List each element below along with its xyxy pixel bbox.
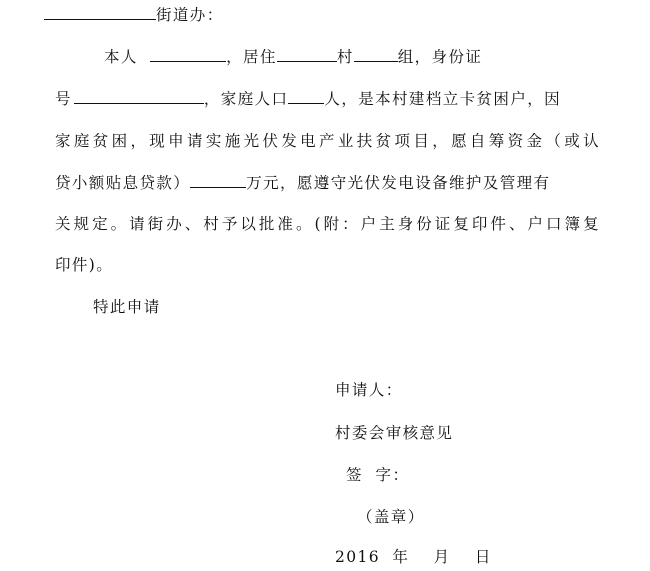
village-blank[interactable] xyxy=(277,47,337,62)
id-number-label: 号 xyxy=(55,90,72,108)
maintenance-text: 万元，愿遵守光伏发电设备维护及管理有 xyxy=(246,174,551,192)
date-year-char: 年 xyxy=(392,548,410,566)
date-year: 2016 xyxy=(335,548,381,566)
closing-text: 特此申请 xyxy=(93,298,161,316)
village-label: 村 xyxy=(336,48,354,66)
date-month-char: 月 xyxy=(433,548,451,566)
paragraph-line-3: 家庭贫困，现申请实施光伏发电产业扶贫项目，愿自筹资金（或认 xyxy=(55,132,600,150)
residence-label: ，居住 xyxy=(226,48,277,66)
id-number-blank[interactable] xyxy=(74,89,204,104)
amount-blank[interactable] xyxy=(190,173,246,188)
paragraph-line-5: 关规定。请街办、村予以批准。(附：户主身份证复印件、户口簿复 xyxy=(55,215,600,233)
signature-label: 签 字： xyxy=(346,466,410,484)
committee-review-label: 村委会审核意见 xyxy=(335,424,454,442)
seal-label: （盖章） xyxy=(357,508,425,526)
office-suffix: 街道办： xyxy=(156,6,224,24)
applicant-label: 申请人： xyxy=(335,381,403,399)
household-label: ，家庭人口 xyxy=(203,90,289,108)
header-line xyxy=(44,4,224,26)
name-blank[interactable] xyxy=(150,47,226,62)
paragraph-line-4 xyxy=(55,172,550,194)
self-label: 本人 xyxy=(104,48,138,66)
office-name-blank[interactable] xyxy=(44,5,156,20)
date-line xyxy=(335,546,492,568)
group-idcard-label: 组，身份证 xyxy=(397,48,483,66)
household-count-blank[interactable] xyxy=(288,89,324,104)
loan-text: 贷小额贴息贷款） xyxy=(55,174,191,192)
paragraph-line-1 xyxy=(104,46,482,68)
date-day-char: 日 xyxy=(474,548,492,566)
paragraph-line-2 xyxy=(55,88,561,110)
group-blank[interactable] xyxy=(354,47,398,62)
poverty-household-text: 人，是本村建档立卡贫困户，因 xyxy=(324,90,562,108)
paragraph-line-6: 印件)。 xyxy=(55,256,114,274)
